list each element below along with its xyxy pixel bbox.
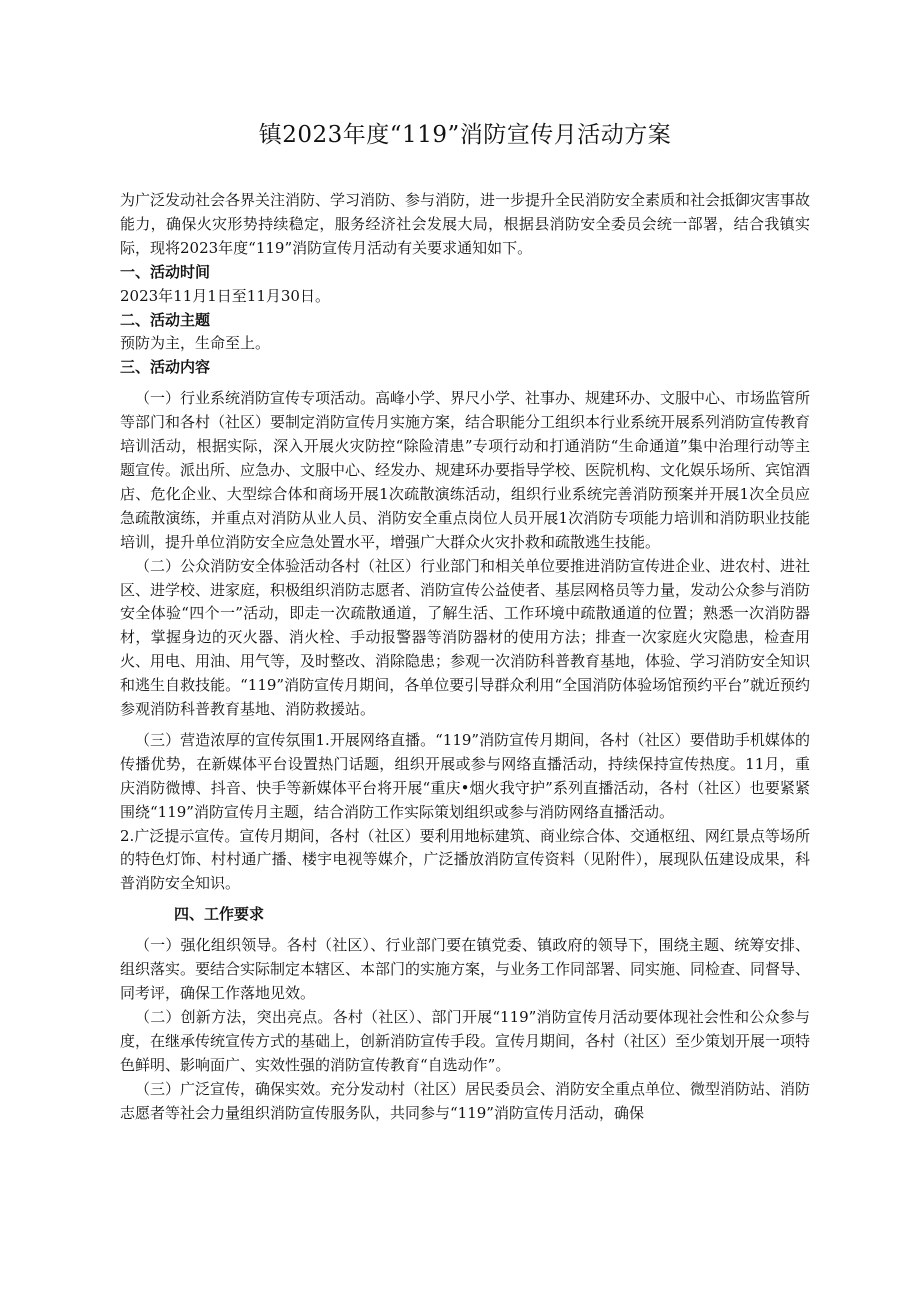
- requirement-paragraph-3: （三）广泛宣传，确保实效。充分发动村（社区）居民委员会、消防安全重点单位、微型消防站、消防志愿者等社会力量组织消防宣传服务队，共同参与“119”消防宣传月活动，确保: [120, 1079, 811, 1122]
- section-heading-requirements: 四、工作要求: [174, 905, 265, 924]
- intro-paragraph: 为广泛发动社会各界关注消防、学习消防、参与消防，进一步提升全民消防安全素质和社会抵御灾害事故能力，确保火灾形势持续稳定，服务经济社会发展大局，根据县消防安全委员会统一部署，结合我镇实际，现将2023年度“119”消防宣传月活动有关要求通知如下。: [120, 191, 811, 257]
- content-paragraph-4: 2.广泛提示宣传。宣传月期间，各村（社区）要利用地标建筑、商业综合体、交通枢纽、网红景点等场所的特色灯饰、村村通广播、楼宇电视等媒介，广泛播放消防宣传资料（见附件），展现队伍建设成果，科普消防安全知识。: [120, 826, 810, 893]
- requirement-paragraph-1: （一）强化组织领导。各村（社区）、行业部门要在镇党委、镇政府的领导下，围绕主题、统筹安排、组织落实。要结合实际制定本辖区、本部门的实施方案，与业务工作同部署、同实施、同检查、同督导、同考评，确保工作落地见效。: [120, 936, 811, 1002]
- document-body: [120, 189, 810, 1125]
- content-paragraph-2: （二）公众消防安全体验活动各村（社区）行业部门和相关单位要推进消防宣传进企业、进农村、进社区、进学校、进家庭，积极组织消防志愿者、消防宣传公益使者、基层网格员等力量，发动公众参与消防安全体验“四个一”活动，即走一次疏散通道，了解生活、工作环境中疏散通道的位置；熟悉一次消防器材，掌握身边的灭火器、消火栓、手动报警器等消防器材的使用方法；排查一次家庭火灾隐患，检查用火、用电、用油、用气等，及时整改、消除隐患；参观一次消防科普教育基地，体验、学习消防安全知识和逃生自救技能。“119”消防宣传月期间，各单位要引导群众利用“全国消防体验场馆预约平台”就近预约参观消防科普教育基地、消防救援站。: [120, 556, 811, 719]
- section-heading-content: 三、活动内容: [120, 358, 211, 377]
- requirement-paragraph-2: （二）创新方法，突出亮点。各村（社区）、部门开展“119”消防宣传月活动要体现社会性和公众参与度，在继承传统宣传方式的基础上，创新消防宣传手段。宣传月期间，各村（社区）至少策划开展一项特色鲜明、影响面广、实效性强的消防宣传教育“自选动作”。: [120, 1007, 811, 1074]
- content-paragraph-1: （一）行业系统消防宣传专项活动。高峰小学、界尺小学、社事办、规建环办、文服中心、市场监管所等部门和各村（社区）要制定消防宣传月实施方案，结合职能分工组织本行业系统开展系列消防宣传教育培训活动，根据实际，深入开展火灾防控“除险清患”专项行动和打通消防“生命通道”集中治理行动等主题宣传。派出所、应急办、文服中心、经发办、规建环办要指导学校、医院机构、文化娱乐场所、宾馆酒店、危化企业、大型综合体和商场开展1次疏散演练活动，组织行业系统完善消防预案并开展1次全员应急疏散演练，并重点对消防从业人员、消防安全重点岗位人员开展1次消防专项能力培训和消防职业技能培训，提升单位消防安全应急处置水平，增强广大群众火灾扑救和疏散逃生技能。: [120, 389, 811, 551]
- section-heading-theme: 二、活动主题: [120, 310, 211, 329]
- section-text-time: 2023年11月1日至11月30日。: [120, 286, 330, 305]
- content-paragraph-3: （三）营造浓厚的宣传氛围1.开展网络直播。“119”消防宣传月期间，各村（社区）要借助手机媒体的传播优势，在新媒体平台设置热门话题，组织开展或参与网络直播活动，持续保持宣传热度。11月，重庆消防微博、抖音、快手等新媒体平台将开展“重庆•烟火我守护”系列直播活动，各村（社区）也要紧紧围绕“119”消防宣传月主题，结合消防工作实际策划组织或参与消防网络直播活动。: [120, 730, 810, 821]
- document-title: 镇2023年度“119”消防宣传月活动方案: [258, 122, 672, 148]
- section-heading-time: 一、活动时间: [120, 262, 211, 281]
- section-text-theme: 预防为主，生命至上。: [120, 334, 271, 353]
